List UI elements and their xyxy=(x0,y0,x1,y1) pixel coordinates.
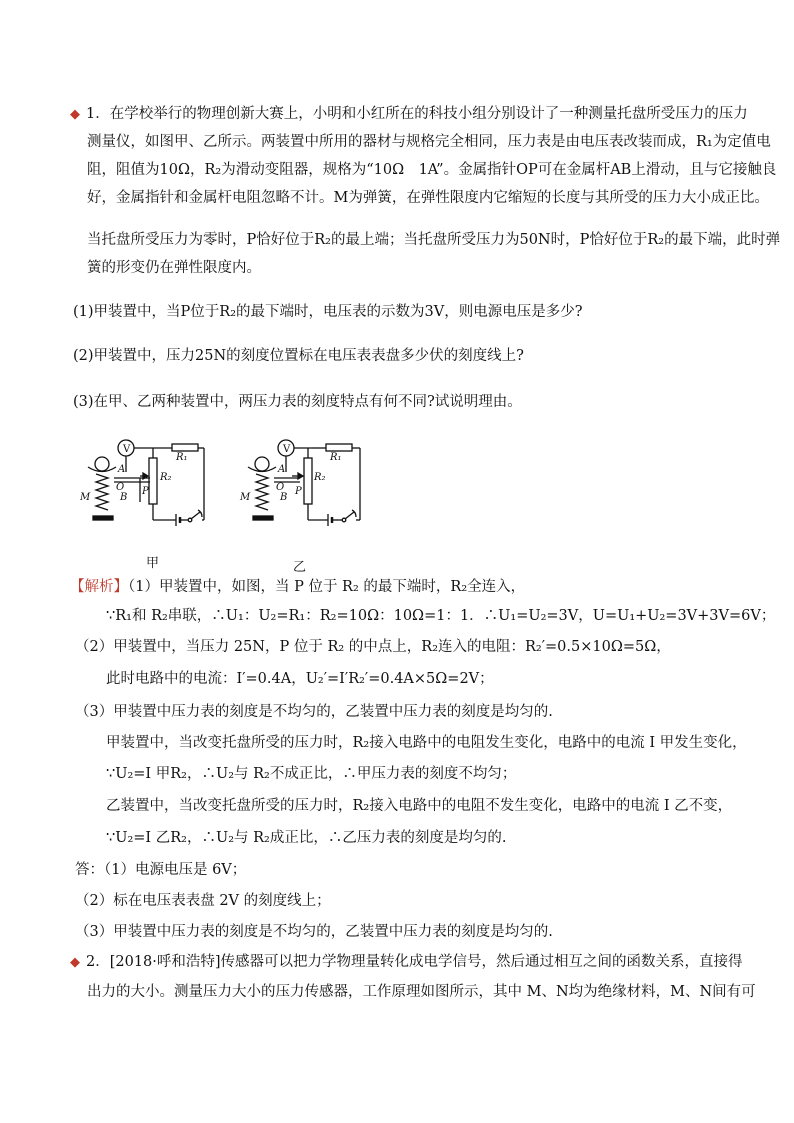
q1-line-1: ◆ 1．在学校举行的物理创新大赛上，小明和小红所在的科技小组分别设计了一种测量托盘所受压力的压力 xyxy=(70,106,748,122)
q1-sub-1: (1)甲装置中，当P位于R₂的最下端时，电压表的示数为3V，则电源电压是多少? xyxy=(73,304,583,320)
analysis-line-6: 甲装置中，当改变托盘所受的压力时，R₂接入电路中的电阻发生变化，电路中的电流 I 甲发生变化， xyxy=(106,735,747,751)
analysis-line-1: 【解析】（1）甲装置中，如图，当 P 位于 R₂ 的最下端时，R₂全连入， xyxy=(70,579,526,595)
analysis-line-4: 此时电路中的电流：I′=0.4A，U₂′=I′R₂′=0.4A×5Ω=2V； xyxy=(106,671,494,687)
r1-yi xyxy=(326,444,352,451)
q1-line-6: 簧的形变仍在弹性限度内。 xyxy=(87,260,261,276)
circuit-figure xyxy=(80,432,380,544)
label-o-jia: O xyxy=(116,482,125,493)
label-r1-yi: R₁ xyxy=(330,452,342,463)
r2-jia xyxy=(149,458,157,504)
label-r1-jia: R₁ xyxy=(176,452,188,463)
figure-label-yi: 乙 xyxy=(293,560,307,575)
q1-line-3: 阻，阻值为10Ω，R₂为滑动变阻器，规格为“10Ω 1A”。金属指针OP可在金属杆AB上滑动，且与它接触良 xyxy=(87,162,777,178)
spring-yi xyxy=(256,474,268,510)
analysis-tag: 【解析】 xyxy=(70,579,128,595)
label-m-jia: M xyxy=(80,492,91,503)
label-o-yi: O xyxy=(276,482,285,493)
answer-line-2: （2）标在电压表表盘 2V 的刻度线上； xyxy=(75,893,331,909)
q1-sub-3: (3)在甲、乙两种装置中，两压力表的刻度特点有何不同?试说明理由。 xyxy=(73,394,522,410)
answer-line-3: （3）甲装置中压力表的刻度是不均匀的，乙装置中压力表的刻度是均匀的. xyxy=(75,924,553,940)
analysis-line-8: 乙装置中，当改变托盘所受的压力时，R₂接入电路中的电阻不发生变化，电路中的电流 I 乙不变， xyxy=(106,798,733,814)
label-p-jia: P xyxy=(142,486,149,497)
label-a-yi: A xyxy=(278,464,286,475)
r2-yi xyxy=(304,458,312,504)
label-r2-jia: R₂ xyxy=(160,472,172,483)
spring-jia xyxy=(96,474,108,510)
label-b-yi: B xyxy=(280,492,288,503)
analysis-line-3: （2）甲装置中，当压力 25N，P 位于 R₂ 的中点上，R₂连入的电阻：R₂′=0.5×10Ω=5Ω， xyxy=(75,639,671,655)
label-m-yi: M xyxy=(240,492,251,503)
analysis-line-7: ∵U₂=I 甲R₂，∴U₂与 R₂不成正比，∴甲压力表的刻度不均匀； xyxy=(106,766,517,782)
label-p-yi: P xyxy=(295,486,302,497)
label-r2-yi: R₂ xyxy=(314,472,326,483)
label-b-jia: B xyxy=(120,492,128,503)
answer-line-1: 答：（1）电源电压是 6V； xyxy=(75,862,247,878)
pan-yi xyxy=(255,457,269,471)
figure-label-jia: 甲 xyxy=(146,556,160,571)
r1-jia xyxy=(172,444,198,451)
diamond-bullet-icon: ◆ xyxy=(70,955,80,970)
q1-line-4: 好，金属指针和金属杆电阻忽略不计。M为弹簧，在弹性限度内它缩短的长度与其所受的压力大小成正比。 xyxy=(87,190,769,206)
analysis-line-5: （3）甲装置中压力表的刻度是不均匀的，乙装置中压力表的刻度是均匀的. xyxy=(75,704,553,720)
q1-line-5: 当托盘所受压力为零时，P恰好位于R₂的最上端；当托盘所受压力为50N时，P恰好位于R₂的最下端，此时弹 xyxy=(87,232,781,248)
q1-sub-2: (2)甲装置中，压力25N的刻度位置标在电压表表盘多少伏的刻度线上? xyxy=(73,348,524,364)
diamond-bullet-icon: ◆ xyxy=(70,107,80,122)
pan-jia xyxy=(95,457,109,471)
q1-line-2: 测量仪，如图甲、乙所示。两装置中所用的器材与规格完全相同，压力表是由电压表改装而成，R₁为定值电 xyxy=(87,134,771,150)
analysis-line-9: ∵U₂=I 乙R₂，∴U₂与 R₂成正比，∴乙压力表的刻度是均匀的. xyxy=(106,830,507,846)
label-v-yi: V xyxy=(283,444,291,455)
q2-line-1: ◆ 2．[2018·呼和浩特]传感器可以把力学物理量转化成电学信号，然后通过相互之间的函数关系，直接得 xyxy=(70,954,743,970)
label-v-jia: V xyxy=(123,444,131,455)
analysis-line-2: ∵R₁和 R₂串联，∴U₁：U₂=R₁：R₂=10Ω：10Ω=1：1．∴U₁=U₂=3V，U=U₁+U₂=3V+3V=6V； xyxy=(106,608,776,624)
q2-line-2: 出力的大小。测量压力大小的压力传感器，工作原理如图所示，其中 M、N均为绝缘材料，M、N间有可 xyxy=(87,984,756,1000)
label-a-jia: A xyxy=(118,464,126,475)
